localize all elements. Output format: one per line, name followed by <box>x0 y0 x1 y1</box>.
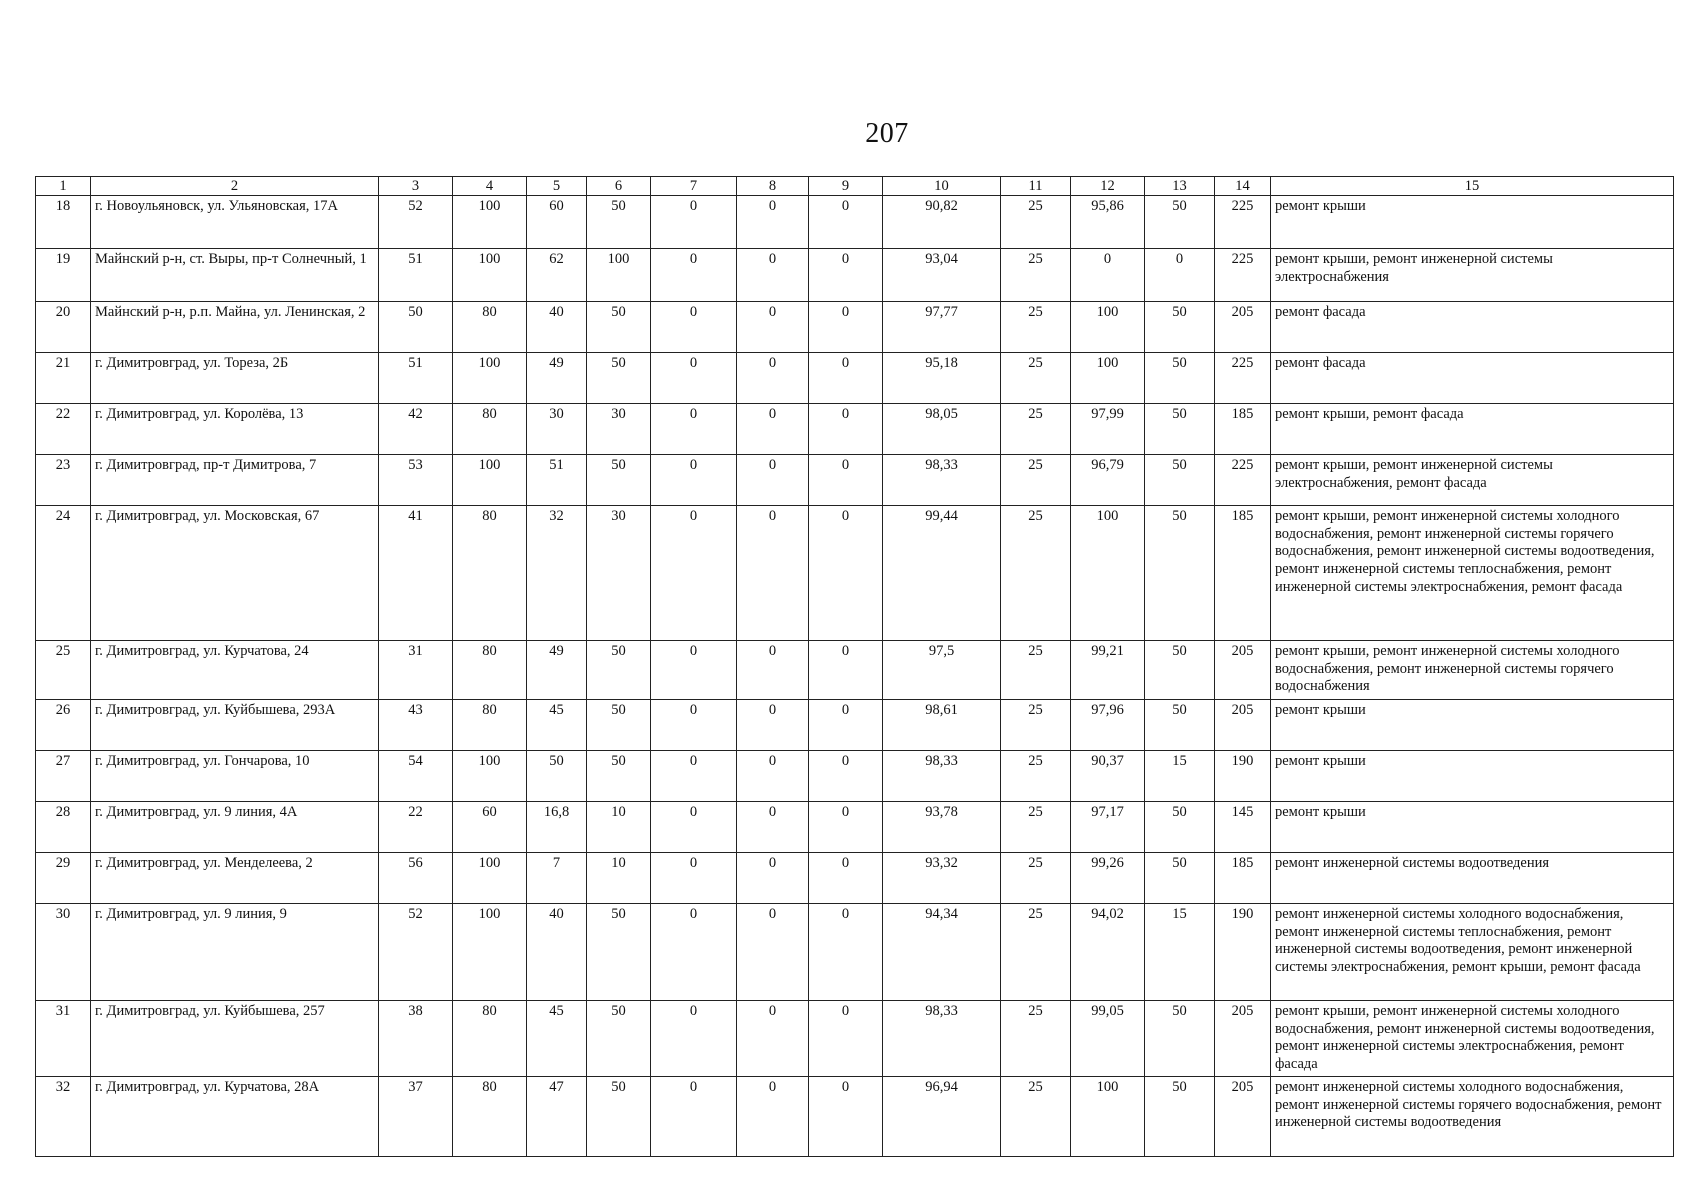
address-cell: г. Димитровград, пр-т Димитрова, 7 <box>91 455 379 506</box>
column-header: 1 <box>36 177 91 196</box>
value-cell: 0 <box>651 353 737 404</box>
value-cell: 0 <box>737 853 809 904</box>
value-cell: 80 <box>453 302 527 353</box>
value-cell: 60 <box>527 196 587 249</box>
value-cell: 25 <box>1001 455 1071 506</box>
value-cell: 0 <box>737 1077 809 1157</box>
column-header: 6 <box>587 177 651 196</box>
address-cell: г. Димитровград, ул. Куйбышева, 293А <box>91 700 379 751</box>
value-cell: 0 <box>651 404 737 455</box>
table-row <box>36 353 1674 404</box>
value-cell: 25 <box>1001 249 1071 302</box>
work-types-cell: ремонт крыши, ремонт инженерной системы холодного водоснабжения, ремонт инженерной системы горячего водоснабжения <box>1271 641 1674 700</box>
value-cell: 90,82 <box>883 196 1001 249</box>
value-cell: 50 <box>587 455 651 506</box>
value-cell: 98,33 <box>883 751 1001 802</box>
column-header: 7 <box>651 177 737 196</box>
value-cell: 80 <box>453 641 527 700</box>
work-types-cell: ремонт фасада <box>1271 353 1674 404</box>
value-cell: 0 <box>809 751 883 802</box>
value-cell: 99,44 <box>883 506 1001 641</box>
value-cell: 0 <box>809 302 883 353</box>
value-cell: 50 <box>587 302 651 353</box>
value-cell: 225 <box>1215 455 1271 506</box>
value-cell: 98,61 <box>883 700 1001 751</box>
value-cell: 25 <box>1001 1077 1071 1157</box>
value-cell: 100 <box>453 196 527 249</box>
value-cell: 38 <box>379 1001 453 1077</box>
value-cell: 50 <box>587 904 651 1001</box>
table-row <box>36 802 1674 853</box>
value-cell: 98,05 <box>883 404 1001 455</box>
value-cell: 0 <box>809 455 883 506</box>
value-cell: 50 <box>1145 1077 1215 1157</box>
value-cell: 0 <box>651 455 737 506</box>
value-cell: 52 <box>379 196 453 249</box>
value-cell: 40 <box>527 302 587 353</box>
table-row <box>36 455 1674 506</box>
value-cell: 49 <box>527 641 587 700</box>
value-cell: 50 <box>587 353 651 404</box>
table-row <box>36 249 1674 302</box>
value-cell: 0 <box>651 904 737 1001</box>
value-cell: 51 <box>527 455 587 506</box>
value-cell: 0 <box>809 1001 883 1077</box>
value-cell: 225 <box>1215 196 1271 249</box>
value-cell: 80 <box>453 1001 527 1077</box>
value-cell: 51 <box>379 353 453 404</box>
value-cell: 0 <box>737 455 809 506</box>
work-types-cell: ремонт крыши, ремонт фасада <box>1271 404 1674 455</box>
value-cell: 98,33 <box>883 455 1001 506</box>
address-cell: г. Димитровград, ул. Московская, 67 <box>91 506 379 641</box>
address-cell: г. Димитровград, ул. Менделеева, 2 <box>91 853 379 904</box>
column-header: 5 <box>527 177 587 196</box>
value-cell: 10 <box>587 802 651 853</box>
value-cell: 100 <box>1071 353 1145 404</box>
value-cell: 62 <box>527 249 587 302</box>
value-cell: 95,18 <box>883 353 1001 404</box>
value-cell: 25 <box>1001 853 1071 904</box>
column-header: 11 <box>1001 177 1071 196</box>
value-cell: 50 <box>587 1077 651 1157</box>
value-cell: 0 <box>651 700 737 751</box>
work-types-cell: ремонт инженерной системы холодного водоснабжения, ремонт инженерной системы горячего водоснабжения, ремонт инженерной системы водоотведения <box>1271 1077 1674 1157</box>
address-cell: г. Новоульяновск, ул. Ульяновская, 17А <box>91 196 379 249</box>
value-cell: 80 <box>453 506 527 641</box>
value-cell: 0 <box>1071 249 1145 302</box>
column-header: 10 <box>883 177 1001 196</box>
row-number: 28 <box>36 802 91 853</box>
value-cell: 80 <box>453 1077 527 1157</box>
value-cell: 190 <box>1215 751 1271 802</box>
value-cell: 0 <box>737 751 809 802</box>
value-cell: 80 <box>453 700 527 751</box>
value-cell: 25 <box>1001 700 1071 751</box>
column-header: 12 <box>1071 177 1145 196</box>
row-number: 32 <box>36 1077 91 1157</box>
table-row <box>36 904 1674 1001</box>
value-cell: 0 <box>809 853 883 904</box>
value-cell: 185 <box>1215 404 1271 455</box>
column-header: 9 <box>809 177 883 196</box>
value-cell: 205 <box>1215 302 1271 353</box>
value-cell: 0 <box>737 1001 809 1077</box>
value-cell: 0 <box>809 700 883 751</box>
value-cell: 93,04 <box>883 249 1001 302</box>
value-cell: 205 <box>1215 1001 1271 1077</box>
value-cell: 50 <box>1145 302 1215 353</box>
work-types-cell: ремонт крыши <box>1271 802 1674 853</box>
value-cell: 0 <box>737 641 809 700</box>
repair-register-table <box>35 176 1674 1157</box>
work-types-cell: ремонт крыши <box>1271 196 1674 249</box>
work-types-cell: ремонт крыши <box>1271 700 1674 751</box>
value-cell: 0 <box>809 1077 883 1157</box>
value-cell: 15 <box>1145 751 1215 802</box>
value-cell: 50 <box>1145 641 1215 700</box>
row-number: 26 <box>36 700 91 751</box>
value-cell: 90,37 <box>1071 751 1145 802</box>
value-cell: 50 <box>527 751 587 802</box>
value-cell: 50 <box>587 196 651 249</box>
value-cell: 0 <box>809 904 883 1001</box>
value-cell: 100 <box>1071 302 1145 353</box>
value-cell: 43 <box>379 700 453 751</box>
value-cell: 50 <box>379 302 453 353</box>
value-cell: 93,78 <box>883 802 1001 853</box>
value-cell: 205 <box>1215 700 1271 751</box>
value-cell: 225 <box>1215 353 1271 404</box>
value-cell: 97,77 <box>883 302 1001 353</box>
value-cell: 0 <box>737 302 809 353</box>
address-cell: Майнский р-н, р.п. Майна, ул. Ленинская, 2 <box>91 302 379 353</box>
value-cell: 0 <box>737 904 809 1001</box>
value-cell: 98,33 <box>883 1001 1001 1077</box>
value-cell: 95,86 <box>1071 196 1145 249</box>
value-cell: 0 <box>809 404 883 455</box>
address-cell: Майнский р-н, ст. Выры, пр-т Солнечный, 1 <box>91 249 379 302</box>
row-number: 19 <box>36 249 91 302</box>
value-cell: 25 <box>1001 904 1071 1001</box>
table-row <box>36 302 1674 353</box>
page-number: 207 <box>865 118 909 149</box>
value-cell: 16,8 <box>527 802 587 853</box>
value-cell: 25 <box>1001 641 1071 700</box>
value-cell: 45 <box>527 700 587 751</box>
value-cell: 0 <box>809 353 883 404</box>
value-cell: 7 <box>527 853 587 904</box>
value-cell: 96,94 <box>883 1077 1001 1157</box>
value-cell: 0 <box>651 1077 737 1157</box>
value-cell: 25 <box>1001 1001 1071 1077</box>
value-cell: 25 <box>1001 353 1071 404</box>
table-row <box>36 1001 1674 1077</box>
address-cell: г. Димитровград, ул. Курчатова, 24 <box>91 641 379 700</box>
value-cell: 50 <box>1145 506 1215 641</box>
value-cell: 45 <box>527 1001 587 1077</box>
value-cell: 97,96 <box>1071 700 1145 751</box>
value-cell: 50 <box>1145 700 1215 751</box>
value-cell: 100 <box>453 353 527 404</box>
value-cell: 100 <box>1071 506 1145 641</box>
column-header: 15 <box>1271 177 1674 196</box>
row-number: 30 <box>36 904 91 1001</box>
value-cell: 0 <box>651 751 737 802</box>
value-cell: 0 <box>809 802 883 853</box>
address-cell: г. Димитровград, ул. Королёва, 13 <box>91 404 379 455</box>
value-cell: 100 <box>587 249 651 302</box>
value-cell: 97,17 <box>1071 802 1145 853</box>
value-cell: 0 <box>651 196 737 249</box>
table-row <box>36 404 1674 455</box>
value-cell: 50 <box>587 751 651 802</box>
row-number: 29 <box>36 853 91 904</box>
value-cell: 0 <box>809 506 883 641</box>
value-cell: 94,34 <box>883 904 1001 1001</box>
value-cell: 50 <box>1145 196 1215 249</box>
address-cell: г. Димитровград, ул. 9 линия, 9 <box>91 904 379 1001</box>
table-row <box>36 700 1674 751</box>
value-cell: 53 <box>379 455 453 506</box>
value-cell: 0 <box>651 506 737 641</box>
row-number: 18 <box>36 196 91 249</box>
value-cell: 0 <box>737 249 809 302</box>
table-row <box>36 641 1674 700</box>
value-cell: 50 <box>587 700 651 751</box>
value-cell: 185 <box>1215 853 1271 904</box>
work-types-cell: ремонт инженерной системы водоотведения <box>1271 853 1674 904</box>
value-cell: 47 <box>527 1077 587 1157</box>
value-cell: 30 <box>587 506 651 641</box>
value-cell: 100 <box>1071 1077 1145 1157</box>
value-cell: 100 <box>453 455 527 506</box>
value-cell: 50 <box>1145 455 1215 506</box>
value-cell: 50 <box>1145 853 1215 904</box>
column-header: 8 <box>737 177 809 196</box>
value-cell: 99,21 <box>1071 641 1145 700</box>
value-cell: 0 <box>651 641 737 700</box>
row-number: 27 <box>36 751 91 802</box>
table-row <box>36 751 1674 802</box>
value-cell: 25 <box>1001 302 1071 353</box>
row-number: 25 <box>36 641 91 700</box>
value-cell: 50 <box>587 1001 651 1077</box>
value-cell: 30 <box>527 404 587 455</box>
table-row <box>36 1077 1674 1157</box>
value-cell: 0 <box>651 853 737 904</box>
work-types-cell: ремонт инженерной системы холодного водоснабжения, ремонт инженерной системы теплоснабжения, ремонт инженерной системы водоотведения, ремонт инженерной системы электроснабжения, ремонт крыши, ремонт фасада <box>1271 904 1674 1001</box>
value-cell: 22 <box>379 802 453 853</box>
value-cell: 25 <box>1001 802 1071 853</box>
value-cell: 99,26 <box>1071 853 1145 904</box>
value-cell: 0 <box>1145 249 1215 302</box>
value-cell: 80 <box>453 404 527 455</box>
value-cell: 32 <box>527 506 587 641</box>
value-cell: 0 <box>737 506 809 641</box>
value-cell: 225 <box>1215 249 1271 302</box>
column-header: 4 <box>453 177 527 196</box>
value-cell: 0 <box>651 1001 737 1077</box>
table-row <box>36 506 1674 641</box>
value-cell: 0 <box>809 196 883 249</box>
value-cell: 97,5 <box>883 641 1001 700</box>
value-cell: 0 <box>737 404 809 455</box>
row-number: 21 <box>36 353 91 404</box>
value-cell: 205 <box>1215 1077 1271 1157</box>
header-row <box>36 177 1674 196</box>
work-types-cell: ремонт крыши <box>1271 751 1674 802</box>
value-cell: 0 <box>651 249 737 302</box>
column-header: 14 <box>1215 177 1271 196</box>
value-cell: 93,32 <box>883 853 1001 904</box>
value-cell: 40 <box>527 904 587 1001</box>
value-cell: 50 <box>587 641 651 700</box>
address-cell: г. Димитровград, ул. Тореза, 2Б <box>91 353 379 404</box>
row-number: 23 <box>36 455 91 506</box>
value-cell: 60 <box>453 802 527 853</box>
value-cell: 0 <box>737 353 809 404</box>
row-number: 20 <box>36 302 91 353</box>
address-cell: г. Димитровград, ул. Куйбышева, 257 <box>91 1001 379 1077</box>
row-number: 31 <box>36 1001 91 1077</box>
row-number: 24 <box>36 506 91 641</box>
value-cell: 190 <box>1215 904 1271 1001</box>
value-cell: 99,05 <box>1071 1001 1145 1077</box>
value-cell: 25 <box>1001 196 1071 249</box>
value-cell: 100 <box>453 904 527 1001</box>
value-cell: 10 <box>587 853 651 904</box>
value-cell: 51 <box>379 249 453 302</box>
value-cell: 185 <box>1215 506 1271 641</box>
value-cell: 50 <box>1145 404 1215 455</box>
value-cell: 100 <box>453 751 527 802</box>
work-types-cell: ремонт крыши, ремонт инженерной системы электроснабжения, ремонт фасада <box>1271 455 1674 506</box>
value-cell: 100 <box>453 249 527 302</box>
value-cell: 0 <box>651 802 737 853</box>
value-cell: 49 <box>527 353 587 404</box>
value-cell: 52 <box>379 904 453 1001</box>
work-types-cell: ремонт фасада <box>1271 302 1674 353</box>
address-cell: г. Димитровград, ул. Гончарова, 10 <box>91 751 379 802</box>
work-types-cell: ремонт крыши, ремонт инженерной системы холодного водоснабжения, ремонт инженерной системы горячего водоснабжения, ремонт инженерной системы водоотведения, ремонт инженерной системы теплоснабжения, ремонт инженерной системы электроснабжения, ремонт фасада <box>1271 506 1674 641</box>
value-cell: 25 <box>1001 751 1071 802</box>
column-header: 13 <box>1145 177 1215 196</box>
value-cell: 50 <box>1145 353 1215 404</box>
value-cell: 145 <box>1215 802 1271 853</box>
table-row <box>36 196 1674 249</box>
value-cell: 25 <box>1001 506 1071 641</box>
value-cell: 25 <box>1001 404 1071 455</box>
value-cell: 0 <box>737 802 809 853</box>
address-cell: г. Димитровград, ул. Курчатова, 28А <box>91 1077 379 1157</box>
value-cell: 30 <box>587 404 651 455</box>
value-cell: 0 <box>737 196 809 249</box>
work-types-cell: ремонт крыши, ремонт инженерной системы электроснабжения <box>1271 249 1674 302</box>
value-cell: 96,79 <box>1071 455 1145 506</box>
value-cell: 0 <box>809 641 883 700</box>
value-cell: 97,99 <box>1071 404 1145 455</box>
value-cell: 31 <box>379 641 453 700</box>
value-cell: 15 <box>1145 904 1215 1001</box>
address-cell: г. Димитровград, ул. 9 линия, 4А <box>91 802 379 853</box>
value-cell: 41 <box>379 506 453 641</box>
value-cell: 42 <box>379 404 453 455</box>
value-cell: 205 <box>1215 641 1271 700</box>
value-cell: 0 <box>737 700 809 751</box>
work-types-cell: ремонт крыши, ремонт инженерной системы холодного водоснабжения, ремонт инженерной системы водоотведения, ремонт инженерной системы электроснабжения, ремонт фасада <box>1271 1001 1674 1077</box>
value-cell: 37 <box>379 1077 453 1157</box>
value-cell: 94,02 <box>1071 904 1145 1001</box>
value-cell: 54 <box>379 751 453 802</box>
column-header: 2 <box>91 177 379 196</box>
value-cell: 100 <box>453 853 527 904</box>
value-cell: 50 <box>1145 802 1215 853</box>
table-row <box>36 853 1674 904</box>
value-cell: 56 <box>379 853 453 904</box>
column-header: 3 <box>379 177 453 196</box>
value-cell: 50 <box>1145 1001 1215 1077</box>
value-cell: 0 <box>651 302 737 353</box>
row-number: 22 <box>36 404 91 455</box>
value-cell: 0 <box>809 249 883 302</box>
